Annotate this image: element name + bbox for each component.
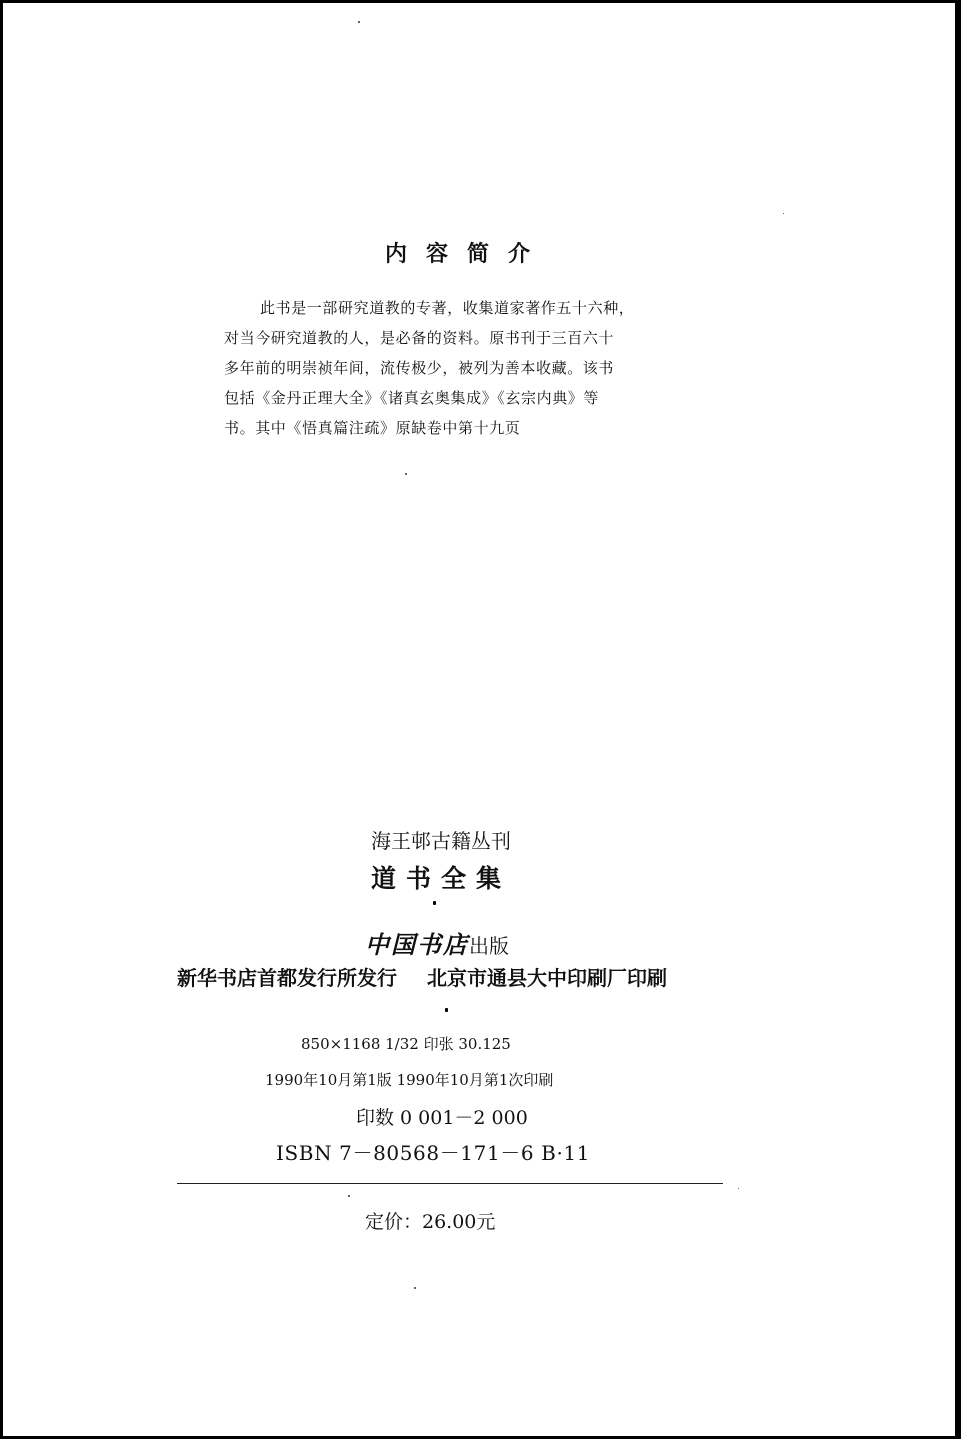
scan-speck <box>358 21 360 23</box>
colophon-page <box>3 3 955 1436</box>
series-name: 海王邨古籍丛刊 <box>371 829 511 853</box>
scan-speck <box>738 1188 739 1189</box>
edition-info: 1990年10月第1版 1990年10月第1次印刷 <box>265 1071 554 1089</box>
publisher-name: 中国书店 <box>365 930 469 959</box>
isbn: ISBN 7－80568－171－6 B·11 <box>276 1141 591 1165</box>
print-run: 印数 0 001－2 000 <box>356 1107 528 1129</box>
introduction-line: 此书是一部研究道教的专著，收集道家著作五十六种， <box>260 299 635 317</box>
scan-speck <box>348 1195 350 1197</box>
printer: 北京市通县大中印刷厂印刷 <box>427 966 667 990</box>
scan-speck <box>405 473 407 475</box>
scan-speck <box>414 1287 416 1289</box>
publisher-line <box>365 925 509 960</box>
distributor: 新华书店首都发行所发行 <box>177 966 397 990</box>
scan-speck <box>445 1008 448 1012</box>
scan-speck <box>433 901 436 905</box>
divider <box>177 1183 723 1184</box>
scan-speck <box>783 213 784 214</box>
publisher-suffix: 出版 <box>469 934 509 958</box>
introduction-line: 多年前的明崇祯年间，流传极少，被列为善本收藏。该书 <box>224 359 615 377</box>
book-title: 道书全集 <box>371 864 512 893</box>
price: 定价：26.00元 <box>365 1211 496 1233</box>
distribution-line <box>177 962 667 991</box>
introduction-line: 包括《金丹正理大全》《诸真玄奥集成》《玄宗内典》等 <box>224 389 600 407</box>
introduction-line: 书。其中《悟真篇注疏》原缺卷中第十九页 <box>224 419 521 437</box>
introduction-title: 内容简介 <box>385 241 550 267</box>
format-info: 850×1168 1/32 印张 30.125 <box>301 1035 511 1053</box>
introduction-line: 对当今研究道教的人，是必备的资料。原书刊于三百六十 <box>224 329 615 347</box>
